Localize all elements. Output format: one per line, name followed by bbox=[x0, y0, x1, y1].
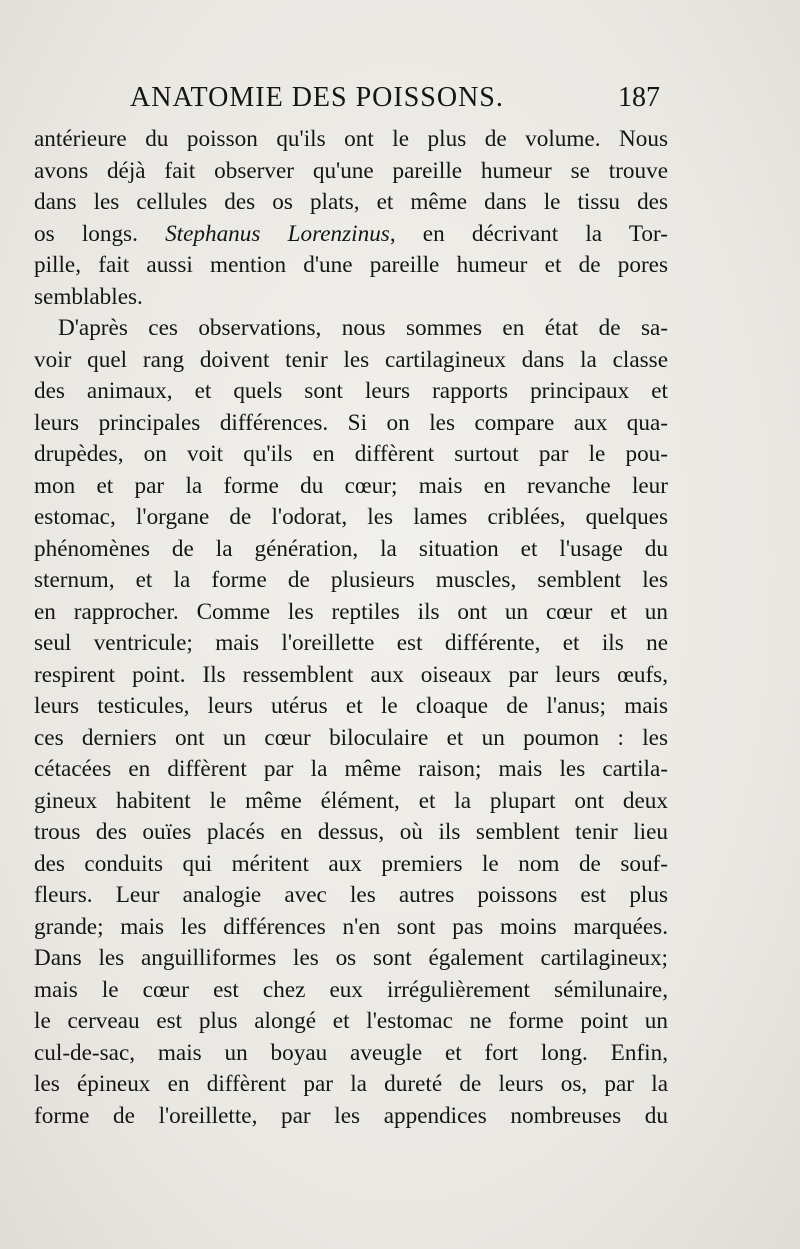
text-line: grande; mais les différences n'en sont pas moins marquées. bbox=[34, 913, 668, 940]
text-line-start: os longs. bbox=[34, 220, 138, 247]
text-line: Dans les anguilliformes les os sont également cartilagineux; bbox=[34, 945, 668, 971]
paragraph-2 bbox=[34, 313, 668, 1132]
body-text bbox=[34, 124, 668, 1132]
text-line: estomac, l'organe de l'odorat, les lames criblées, quelques bbox=[34, 504, 668, 530]
text-line: ces derniers ont un cœur biloculaire et un poumon : les bbox=[34, 724, 668, 751]
text-line: le cerveau est plus alongé et l'estomac ne forme point un bbox=[34, 1008, 668, 1034]
text-line: mon et par la forme du cœur; mais en revanche leur bbox=[34, 472, 668, 499]
text-line: des animaux, et quels sont leurs rapports principaux et bbox=[34, 378, 668, 404]
text-line: mais le cœur est chez eux irrégulièrement sémilunaire, bbox=[34, 976, 668, 1003]
page-header bbox=[130, 82, 660, 118]
page-number: 187 bbox=[618, 82, 660, 113]
text-line: cétacées en diffèrent par la même raison; mais les cartila- bbox=[34, 756, 668, 782]
text-line: avons déjà fait observer qu'une pareille humeur se trouve bbox=[34, 157, 668, 184]
text-line: voir quel rang doivent tenir les cartilagineux dans la classe bbox=[34, 346, 668, 373]
text-line: leurs principales différences. Si on les compare aux qua- bbox=[34, 409, 668, 436]
text-line: seul ventricule; mais l'oreillette est différente, et ils ne bbox=[34, 630, 668, 656]
text-line: en rapprocher. Comme les reptiles ils ont un cœur et un bbox=[34, 598, 668, 625]
italic-name: Stephanus Lorenzinus bbox=[165, 220, 390, 247]
text-line: gineux habitent le même élément, et la plupart ont deux bbox=[34, 787, 668, 814]
text-line: forme de l'oreillette, par les appendices nombreuses du bbox=[34, 1102, 668, 1129]
text-line: les épineux en diffèrent par la dureté de leurs os, par la bbox=[34, 1071, 668, 1097]
text-line: pille, fait aussi mention d'une pareille humeur et de pores bbox=[34, 252, 668, 278]
text-line bbox=[34, 219, 668, 251]
text-line: trous des ouïes placés en dessus, où ils semblent tenir lieu bbox=[34, 819, 668, 845]
running-head: ANATOMIE DES POISSONS. bbox=[130, 82, 504, 113]
paragraph-1 bbox=[34, 124, 668, 313]
text-line: des conduits qui méritent aux premiers le nom de souf- bbox=[34, 850, 668, 877]
text-line: dans les cellules des os plats, et même dans le tissu des bbox=[34, 189, 668, 215]
text-line: drupèdes, on voit qu'ils en diffèrent surtout par le pou- bbox=[34, 441, 668, 467]
text-line: antérieure du poisson qu'ils ont le plus de volume. Nous bbox=[34, 126, 668, 152]
text-line: cul-de-sac, mais un boyau aveugle et fort long. Enfin, bbox=[34, 1039, 668, 1066]
text-line: semblables. bbox=[34, 283, 143, 310]
text-line: D'après ces observations, nous sommes en état de sa- bbox=[58, 315, 668, 341]
text-line: respirent point. Ils ressemblent aux oiseaux par leurs œufs, bbox=[34, 661, 668, 688]
text-line-end: , en décrivant la Tor- bbox=[389, 220, 668, 247]
text-line: fleurs. Leur analogie avec les autres poissons est plus bbox=[34, 882, 668, 908]
text-line: phénomènes de la génération, la situation et l'usage du bbox=[34, 535, 668, 562]
text-line: sternum, et la forme de plusieurs muscles, semblent les bbox=[34, 567, 668, 593]
text-line: leurs testicules, leurs utérus et le cloaque de l'anus; mais bbox=[34, 693, 668, 719]
